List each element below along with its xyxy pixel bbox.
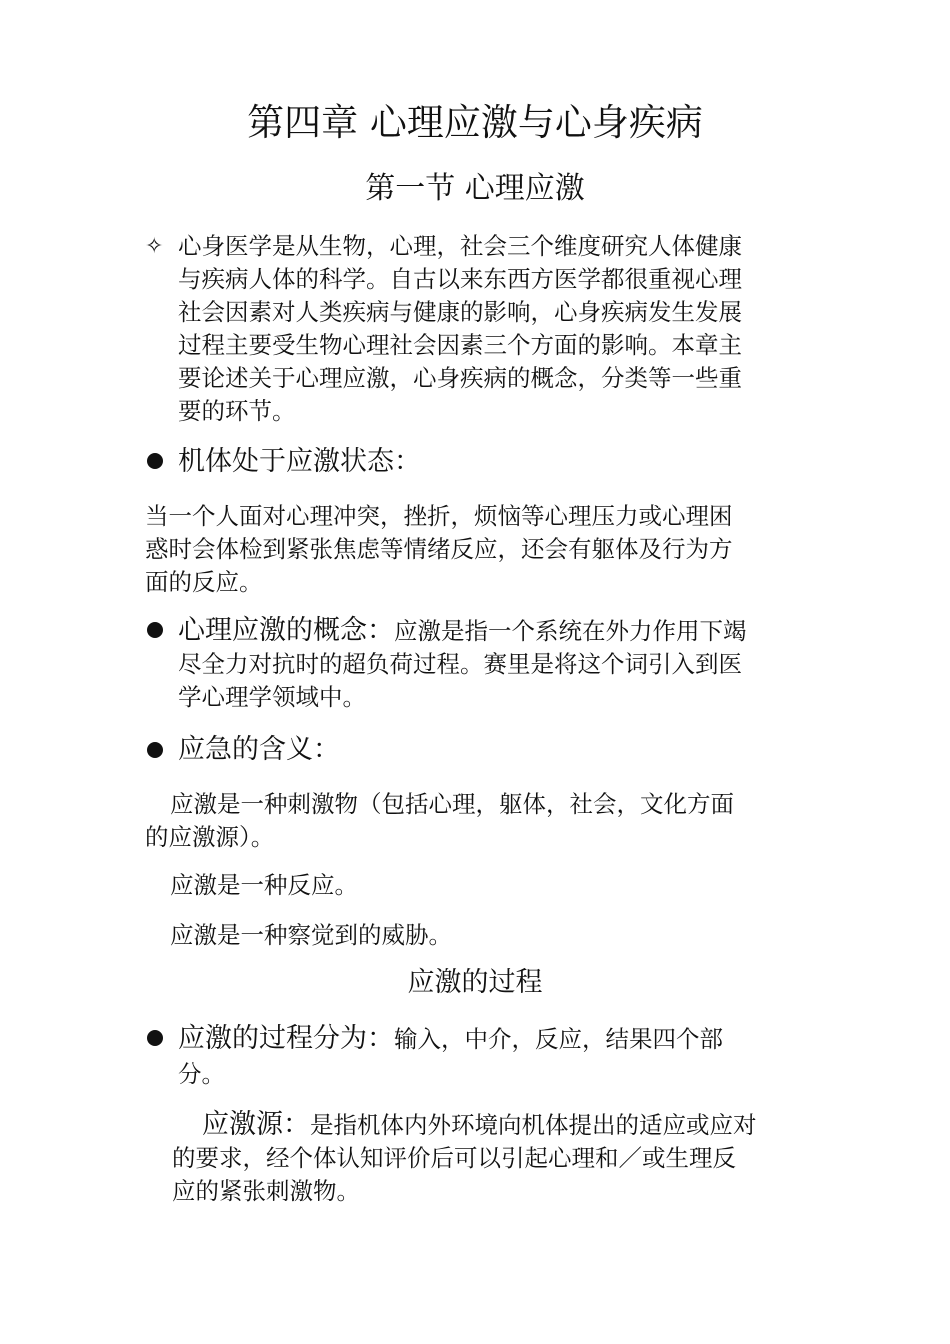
text-line: 要的环节。 (178, 397, 296, 425)
intro-paragraph (178, 230, 742, 428)
bullet-dot-icon (147, 742, 163, 758)
chapter-title: 第四章 心理应激与心身疾病 (247, 101, 703, 144)
bullet-dot-icon (147, 1030, 163, 1046)
diamond-star-icon: ✧ (145, 234, 164, 259)
process-center-heading: 应激的过程 (407, 967, 543, 998)
text-line: 当一个人面对心理冲突，挫折，烦恼等心理压力或心理困 (145, 502, 733, 530)
text-line: 要论述关于心理应激，心身疾病的概念，分类等一些重 (178, 364, 742, 392)
stressor-heading: 应激源： (202, 1109, 310, 1140)
text-line: 心身医学是从生物，心理，社会三个维度研究人体健康 (178, 232, 742, 260)
stress-state-heading: 机体处于应激状态： (178, 446, 421, 477)
text-line (178, 614, 747, 648)
meaning-paragraph-2: 应激是一种反应。 (170, 871, 358, 899)
text-line: 应激是一种刺激物（包括心理，躯体，社会，文化方面 (170, 790, 734, 818)
text-line: 的应激源）。 (145, 823, 275, 851)
bullet-dot-icon (147, 622, 163, 638)
process-first-line: 输入，中介，反应，结果四个部 (394, 1025, 723, 1053)
meaning-paragraph-1 (145, 788, 734, 854)
text-line: 尽全力对抗时的超负荷过程。赛里是将这个词引入到医 (178, 650, 742, 678)
stressor-first-line: 是指机体内外环境向机体提出的适应或应对 (310, 1111, 757, 1139)
concept-heading: 心理应激的概念： (178, 615, 394, 646)
text-line: 应的紧张刺激物。 (172, 1177, 360, 1205)
text-line (178, 1020, 723, 1058)
concept-paragraph (178, 614, 747, 714)
text-line: 过程主要受生物心理社会因素三个方面的影响。本章主 (178, 331, 742, 359)
bullet-dot-icon (147, 453, 163, 469)
stressor-paragraph (172, 1108, 757, 1208)
section-title: 第一节 心理应激 (365, 171, 585, 206)
text-line: 学心理学领域中。 (178, 683, 366, 711)
stress-state-paragraph (145, 500, 733, 599)
concept-first-line: 应激是指一个系统在外力作用下竭 (394, 617, 747, 645)
text-line: 分。 (178, 1060, 225, 1088)
text-line: 面的反应。 (145, 568, 263, 596)
meaning-paragraph-3: 应激是一种察觉到的威胁。 (170, 921, 452, 949)
text-line: 社会因素对人类疾病与健康的影响，心身疾病发生发展 (178, 298, 742, 326)
text-line: 与疾病人体的科学。自古以来东西方医学都很重视心理 (178, 265, 742, 293)
text-line: 惑时会体检到紧张焦虑等情绪反应，还会有躯体及行为方 (145, 535, 733, 563)
process-paragraph (178, 1020, 723, 1091)
process-heading: 应激的过程分为： (178, 1023, 394, 1054)
text-line: 的要求，经个体认知评价后可以引起心理和／或生理反 (172, 1144, 736, 1172)
meaning-heading: 应急的含义： (178, 734, 340, 765)
text-line (172, 1108, 757, 1142)
